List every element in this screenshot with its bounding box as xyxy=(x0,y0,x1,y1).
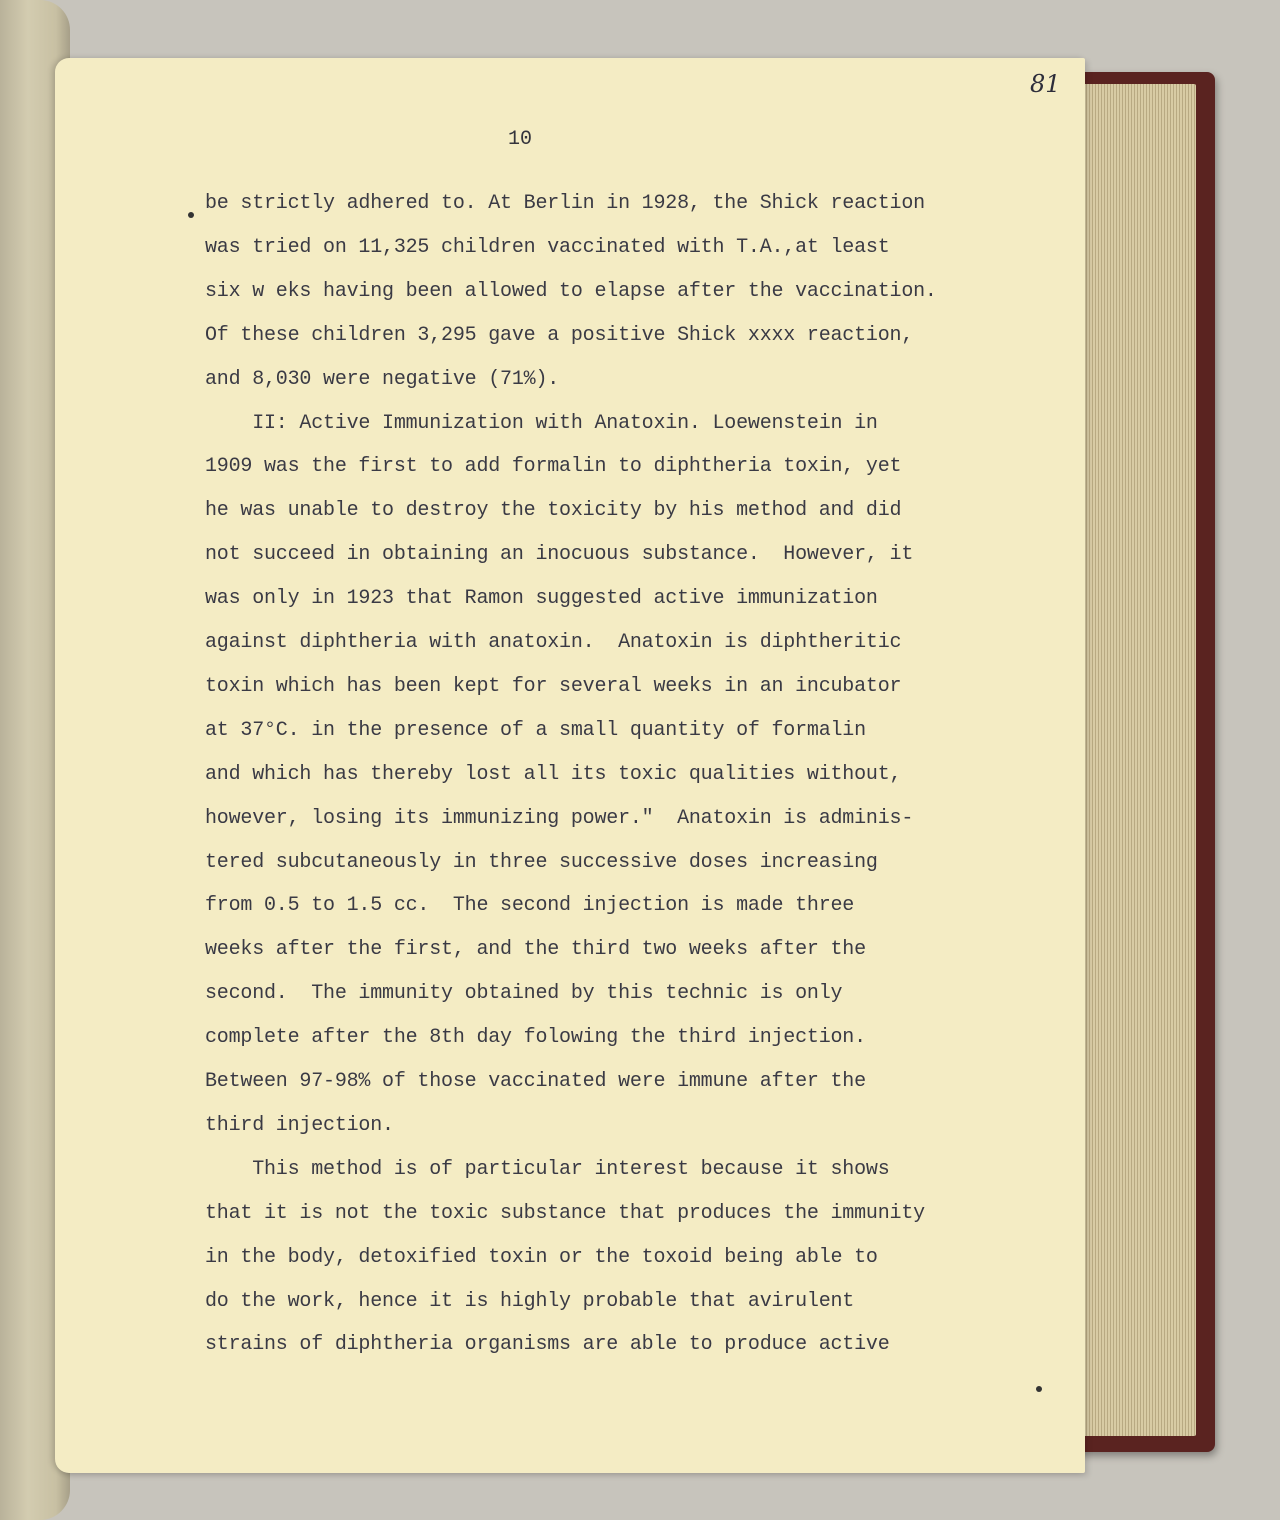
text-line: however, losing its immunizing power." Anatoxin is adminis- xyxy=(205,806,914,830)
text-line: was only in 1923 that Ramon suggested active immunization xyxy=(205,587,878,611)
text-line: Between 97-98% of those vaccinated were immune after the xyxy=(205,1070,866,1093)
text-line: in the body, detoxified toxin or the toxoid being able to xyxy=(205,1245,878,1269)
text-line: he was unable to destroy the toxicity by his method and did xyxy=(205,499,902,523)
text-line: six w eks having been allowed to elapse after the vaccination. xyxy=(205,279,937,303)
text-line: II: Active Immunization with Anatoxin. Loewenstein in xyxy=(205,411,878,435)
text-line: at 37°C. in the presence of a small quantity of formalin xyxy=(205,718,866,742)
paper-speck xyxy=(188,212,194,218)
text-line: weeks after the first, and the third two weeks after the xyxy=(205,938,866,962)
page-number: 10 xyxy=(508,128,533,151)
text-line: 1909 was the first to add formalin to diphtheria toxin, yet xyxy=(205,455,902,479)
text-line: do the work, hence it is highly probable that avirulent xyxy=(205,1289,855,1313)
text-line: third injection. xyxy=(205,1113,394,1137)
page-edges xyxy=(1078,84,1196,1436)
text-line: Of these children 3,295 gave a positive Shick xxxx reaction, xyxy=(205,323,914,347)
text-line: not succeed in obtaining an inocuous substance. However, it xyxy=(205,543,914,567)
text-line: strains of diphtheria organisms are able to produce active xyxy=(205,1333,890,1357)
text-line: tered subcutaneously in three successive doses increasing xyxy=(205,850,878,874)
paper-speck xyxy=(1036,1386,1042,1392)
text-line: be strictly adhered to. At Berlin in 1928, the Shick reaction xyxy=(205,192,925,215)
text-line: and 8,030 were negative (71%). xyxy=(205,367,560,391)
text-line: was tried on 11,325 children vaccinated with T.A.,at least xyxy=(205,235,890,259)
text-line: from 0.5 to 1.5 cc. The second injection is made three xyxy=(205,894,855,918)
text-line: second. The immunity obtained by this technic is only xyxy=(205,982,843,1006)
text-line: against diphtheria with anatoxin. Anatoxin is diphtheritic xyxy=(205,631,902,654)
text-line: This method is of particular interest because it shows xyxy=(205,1157,890,1181)
text-line: and which has thereby lost all its toxic qualities without, xyxy=(205,762,902,786)
text-line: that it is not the toxic substance that produces the immunity xyxy=(205,1201,925,1225)
folio-number: 81 xyxy=(1030,70,1061,98)
text-line: toxin which has been kept for several weeks in an incubator xyxy=(205,674,902,698)
text-line: complete after the 8th day folowing the third injection. xyxy=(205,1026,866,1050)
